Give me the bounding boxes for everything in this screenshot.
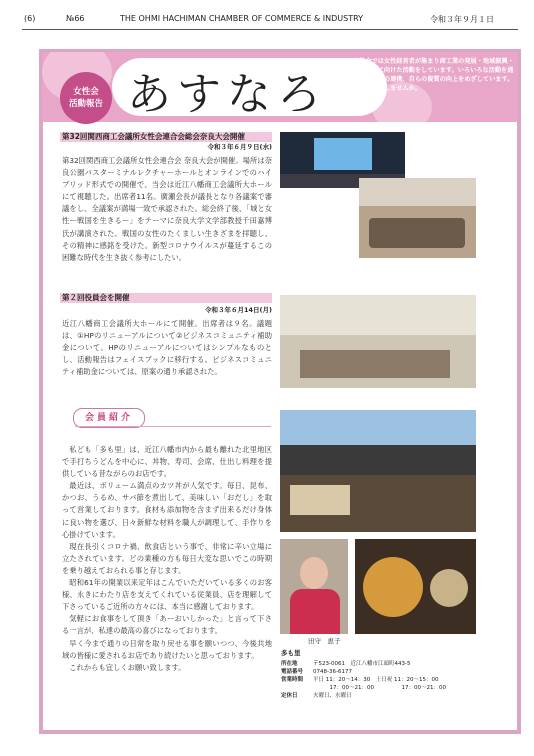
member-paragraph: これからも宜しくお願い致します。 [69,662,186,672]
member-paragraph: 早く今まで通りの日常を取り戻せる事を願いつつ、今後共地域の皆様に愛されるお店であり続けたいと思っております。 [62,638,272,660]
member-paragraph: 私ども「多も里」は、近江八幡市内から最も離れた北里地区で手打ちうどんを中心に、丼物、寿司、会席、仕出し料理を提供している昔ながらのお店です。 [62,445,272,479]
shop-info-label: 営業時間 [281,677,304,683]
shop-info-value: 平日 11：20～14：30 土日祝 11：20～15：00 [313,677,439,683]
shop-info-value: 火曜日、水曜日 [313,693,352,699]
newsletter-title: あすなろ [127,69,327,120]
member-heading-divider [75,426,271,427]
meeting-hall-photo [359,178,476,258]
section1-heading: 第32回関西商工会議所女性会連合会総会奈良大会開催 [60,132,272,142]
section1-date: 令和３年６月９日(水) [207,143,272,151]
header-divider [22,29,518,30]
restaurant-exterior-photo [280,410,476,532]
section2-body: 近江八幡商工会議所大ホールにて開催。出席者は９名。議題は、①HPのリニューアルについて②ビジネスコミュニティ補助金について。HPのリニューアルについてはシンプルなものとし、活動報告はフェイスブックに移行する。ビジネスコミュニティ補助金については、原案の通り承認された。 [62,319,272,377]
badge-line-2: 活動報告 [68,99,103,109]
shop-info-value: 0748-36-6177 [313,669,352,675]
katsudon-photo [355,539,476,634]
shop-info-value: 17：00～21：00 17：00～21：00 [313,685,446,691]
section2-heading: 第２回役員会を開催 [60,293,272,303]
shop-info-label: 所在地 [281,661,298,667]
member-intro-heading: 会員紹介 [73,408,145,428]
shop-info-row [281,676,439,684]
page-header [0,0,534,34]
page-number: (6) [24,14,36,23]
shop-name: 多も里 [281,649,301,657]
shop-info-row [281,660,410,668]
issue-date: 令和３年９月１日 [430,15,494,24]
issue-number: №66 [66,14,85,23]
shop-info-row [281,692,352,700]
board-meeting-photo [280,295,476,388]
member-intro-body [62,444,272,674]
shop-info-value: 〒523-0061 近江八幡市江頭町443-5 [313,661,411,667]
member-paragraph: 気軽にお食事をして頂き「あーおいしかった」と言って下さる一言が、私達の最高の喜びになっております。 [62,614,272,636]
shop-info-row [281,668,352,676]
section1-body: 第32回関西商工会議所女性会連合会 奈良大会が開催。場所は奈良公園バスターミナルレクチャーホールとオンラインでのハイブリッド形式での開催で、当会は近江八幡商工会議所大ホールにて視聴した。出席者11名。廣瀬会長が議長となり各議案で審議をし、全議案が満場一致で承認された。総会終了後、「城と女性ー戦国を生きるー」をテーマに奈良大学文学部教授千田嘉博氏が講演された。戦国の女性のたくましい生きざまを拝聴し、その精神に感銘を受けた。新型コロナウイルスが蔓延するこの困難な時代を生き抜く参考にしたい。 [62,156,272,262]
activity-report-badge [60,72,112,124]
organization-name: THE OHMI HACHIMAN CHAMBER OF COMMERCE & INDUSTRY [120,14,364,23]
banner-description: 女性会では女性経営者が集まり商工業の発展・地域振興・社会貢献に向けた活動をしています。いろいろな活動を通じ会員相互の連携、自らの資質の向上をめざしています。一緒に活動しませんか。 [353,58,514,92]
section2-date: 令和３年６月14日(月) [205,306,272,314]
member-paragraph: 現在長引くコロナ禍、飲食店という事で、非常に辛い立場に立たされています。どの業種の方も毎日大変な思いでこの時期を乗り越えておられる事と存じます。 [62,541,272,575]
member-paragraph: 最近は、ボリューム満点のカツ丼が人気です。毎日、昆布、かつお、うるめ、サバ節を煮出して、美味しい「おだし」を取って営業しております。食材も添加物を含まず出来るだけ身体に良い物を選び、日々新鮮な材料を職人が調理して、手作りを心掛けています。 [62,481,272,539]
badge-line-1: 女性会 [73,87,99,97]
shop-info-label: 定休日 [281,693,298,699]
member-paragraph: 昭和61年の開業以来定年はこんでいただいている多くのお客様、永きにわたり店を支えてくれている従業員、店を理解して下さっているご近所の方々には、本当に感謝しております。 [62,578,272,612]
owner-caption: 田守 恵子 [308,637,341,645]
shop-info-label: 電話番号 [281,669,304,675]
shop-info-row [281,684,446,692]
owner-portrait-photo [280,539,348,634]
